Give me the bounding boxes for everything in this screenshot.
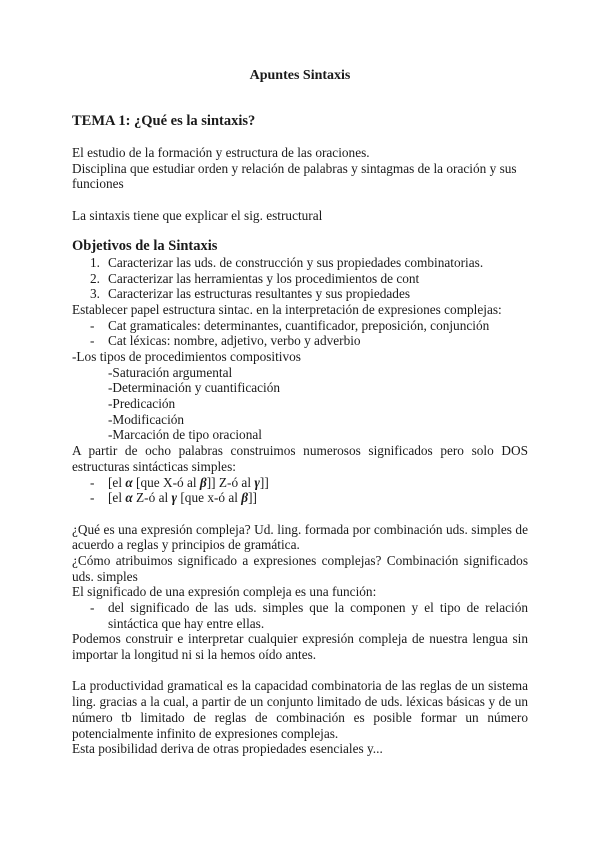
paragraph-line: ¿Qué es una expresión compleja? Ud. ling. formada por combinación uds. simples de [72, 521, 528, 537]
paragraph-line: potencialmente infinito de expresiones complejas. [72, 725, 339, 741]
paragraph-line: Podemos construir e interpretar cualquier expresión compleja de nuestra lengua sin [72, 631, 528, 647]
paragraph-line: ling. gracias a la cual, a partir de un conjunto limitado de uds. léxicas básicas y de un [72, 694, 528, 710]
dash-bullet: - [90, 474, 95, 490]
greek-symbol: β [241, 490, 249, 506]
greek-symbol: β [199, 474, 207, 490]
item-text: Caracterizar las estructuras resultantes y sus propiedades [108, 286, 411, 302]
section-heading-tema-1: TEMA 1: ¿Qué es la sintaxis? [72, 112, 256, 129]
numbered-item [72, 286, 528, 302]
text: [el [108, 490, 126, 506]
paragraph-line: Esta posibilidad deriva de otras propiedades esenciales y... [72, 741, 383, 757]
paragraph-line: estructuras sintácticas simples: [72, 458, 236, 474]
numbered-item [72, 271, 528, 287]
paragraph-line: -Los tipos de procedimientos compositivos [72, 349, 301, 364]
dash-bullet: - [90, 333, 95, 349]
item-text-continued: sintáctica que hay entre ellas. [108, 615, 265, 631]
procedure-item: -Modificación [108, 411, 185, 427]
paragraph-line: uds. simples [72, 568, 138, 584]
structure-item [72, 490, 528, 506]
paragraph-line: Disciplina que estudiar orden y relación de palabras y sintagmas de la oración y sus [72, 160, 517, 176]
paragraph-line: El estudio de la formación y estructura de las oraciones. [72, 145, 370, 161]
item-number: 2. [90, 270, 100, 286]
text: [que X-ó al [132, 474, 200, 490]
text: ]] Z-ó al [206, 474, 255, 490]
dash-item [72, 600, 528, 616]
paragraph-line: importar la longitud ni si la hemos oído antes. [72, 647, 317, 663]
procedure-item: -Saturación argumental [108, 364, 233, 380]
paragraph-line: La productividad gramatical es la capacidad combinatoria de las reglas de un sistema [72, 678, 528, 694]
dash-bullet: - [90, 317, 95, 333]
item-text: Cat léxicas: nombre, adjetivo, verbo y adverbio [108, 333, 361, 349]
item-text: Caracterizar las herramientas y los procedimientos de cont [108, 270, 420, 286]
dash-item [72, 333, 528, 349]
procedure-item: -Marcación de tipo oracional [108, 427, 262, 443]
item-number: 1. [90, 254, 100, 270]
item-text: Cat gramaticales: determinantes, cuantificador, preposición, conjunción [108, 317, 490, 333]
procedure-item: -Predicación [108, 396, 176, 412]
item-text: del significado de las uds. simples que la componen y el tipo de relación [108, 600, 528, 615]
greek-symbol: γ [254, 474, 260, 490]
paragraph-line: acuerdo a reglas y principios de gramática. [72, 537, 300, 553]
paragraph-line: ¿Cómo atribuimos significado a expresiones complejas? Combinación significados [72, 552, 528, 568]
greek-symbol: α [125, 490, 133, 506]
document-title: Apuntes Sintaxis [249, 68, 351, 83]
text: ]] [248, 490, 257, 506]
document-page [72, 68, 528, 757]
paragraph-line: funciones [72, 176, 124, 192]
item-text: Caracterizar las uds. de construcción y sus propiedades combinatorias. [108, 254, 484, 270]
structure-item [72, 475, 528, 491]
paragraph-line: número tb limitado de reglas de combinación es posible formar un número [72, 709, 528, 725]
numbered-item [72, 255, 528, 271]
paragraph-line: A partir de ocho palabras construimos numerosos significados pero solo DOS [72, 443, 528, 459]
section-heading-objetivos: Objetivos de la Sintaxis [72, 238, 218, 255]
procedure-item: -Determinación y cuantificación [108, 380, 281, 396]
dash-bullet: - [90, 490, 95, 506]
paragraph-line: Establecer papel estructura sintac. en la interpretación de expresiones complejas: [72, 301, 502, 317]
dash-bullet: - [90, 600, 95, 615]
item-number: 3. [90, 286, 100, 302]
text: ]] [259, 474, 269, 490]
paragraph-line: La sintaxis tiene que explicar el sig. estructural [72, 207, 323, 223]
greek-symbol: α [125, 474, 133, 490]
text: [que x-ó al [177, 490, 242, 506]
text: [el [108, 474, 126, 490]
text: Z-ó al [132, 490, 172, 506]
dash-item [72, 318, 528, 334]
greek-symbol: γ [171, 490, 178, 506]
paragraph-line: El significado de una expresión compleja es una función: [72, 584, 377, 600]
